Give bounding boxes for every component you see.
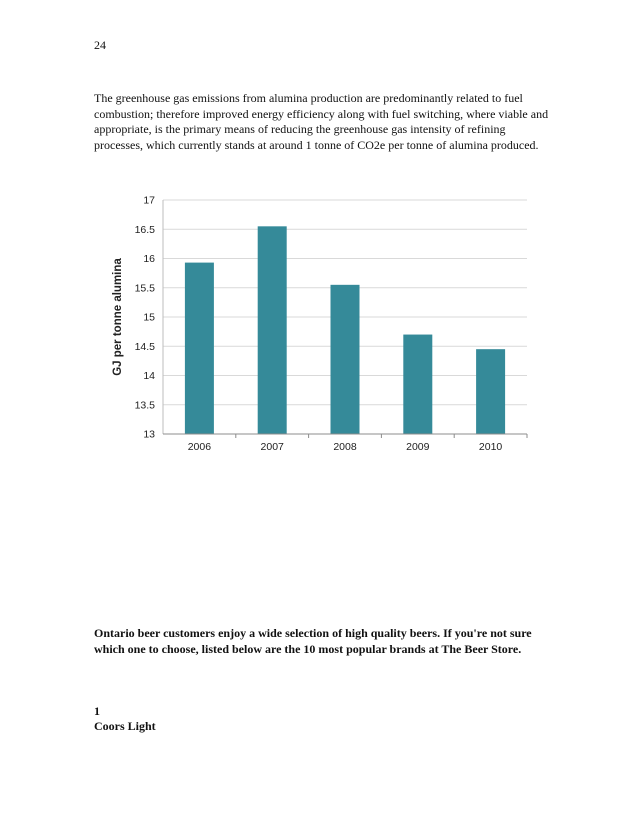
bar-2006: [185, 263, 214, 434]
y-tick-label: 13: [143, 428, 155, 441]
y-tick-label: 14.5: [134, 340, 155, 353]
energy-intensity-chart: [100, 185, 540, 465]
bar-2007: [258, 226, 287, 434]
x-tick-label: 2007: [260, 441, 284, 453]
bar-2008: [331, 285, 360, 434]
y-tick-label: 16: [143, 253, 155, 265]
x-tick-label: 2009: [406, 441, 430, 453]
y-tick-label: 16.5: [134, 223, 155, 236]
y-tick-label: 15: [143, 311, 155, 324]
bar-2010: [476, 349, 505, 434]
beer-section-intro: Ontario beer customers enjoy a wide selection of high quality beers. If you're not sure which one to choose, listed below are the 10 most popular brands at The Beer Store.: [94, 626, 532, 656]
y-axis-label: GJ per tonne alumina: [112, 258, 124, 376]
y-tick-label: 17: [143, 194, 155, 207]
x-tick-labels: [188, 441, 503, 453]
page-number: 24: [94, 38, 106, 52]
y-tick-labels: [135, 195, 156, 441]
list-item-rank: 1: [94, 704, 100, 718]
x-tick-label: 2008: [333, 441, 357, 453]
y-tick-label: 13.5: [134, 399, 155, 412]
y-tick-label: 15.5: [134, 282, 155, 295]
y-tick-label: 14: [143, 370, 155, 382]
bars: [185, 226, 505, 434]
intro-paragraph: The greenhouse gas emissions from alumina production are predominantly related to fuel combustion; therefore improved energy efficiency along with fuel switching, where viable and appropriate, is the primary means of reducing the greenhouse gas intensity of refining processes, which currently stands at around 1 tonne of CO2e per tonne of alumina produced.: [94, 91, 549, 152]
x-tick-label: 2006: [187, 441, 212, 453]
list-item-name: Coors Light: [94, 719, 156, 733]
bar-2009: [403, 335, 432, 434]
x-tick-label: 2010: [478, 441, 503, 453]
